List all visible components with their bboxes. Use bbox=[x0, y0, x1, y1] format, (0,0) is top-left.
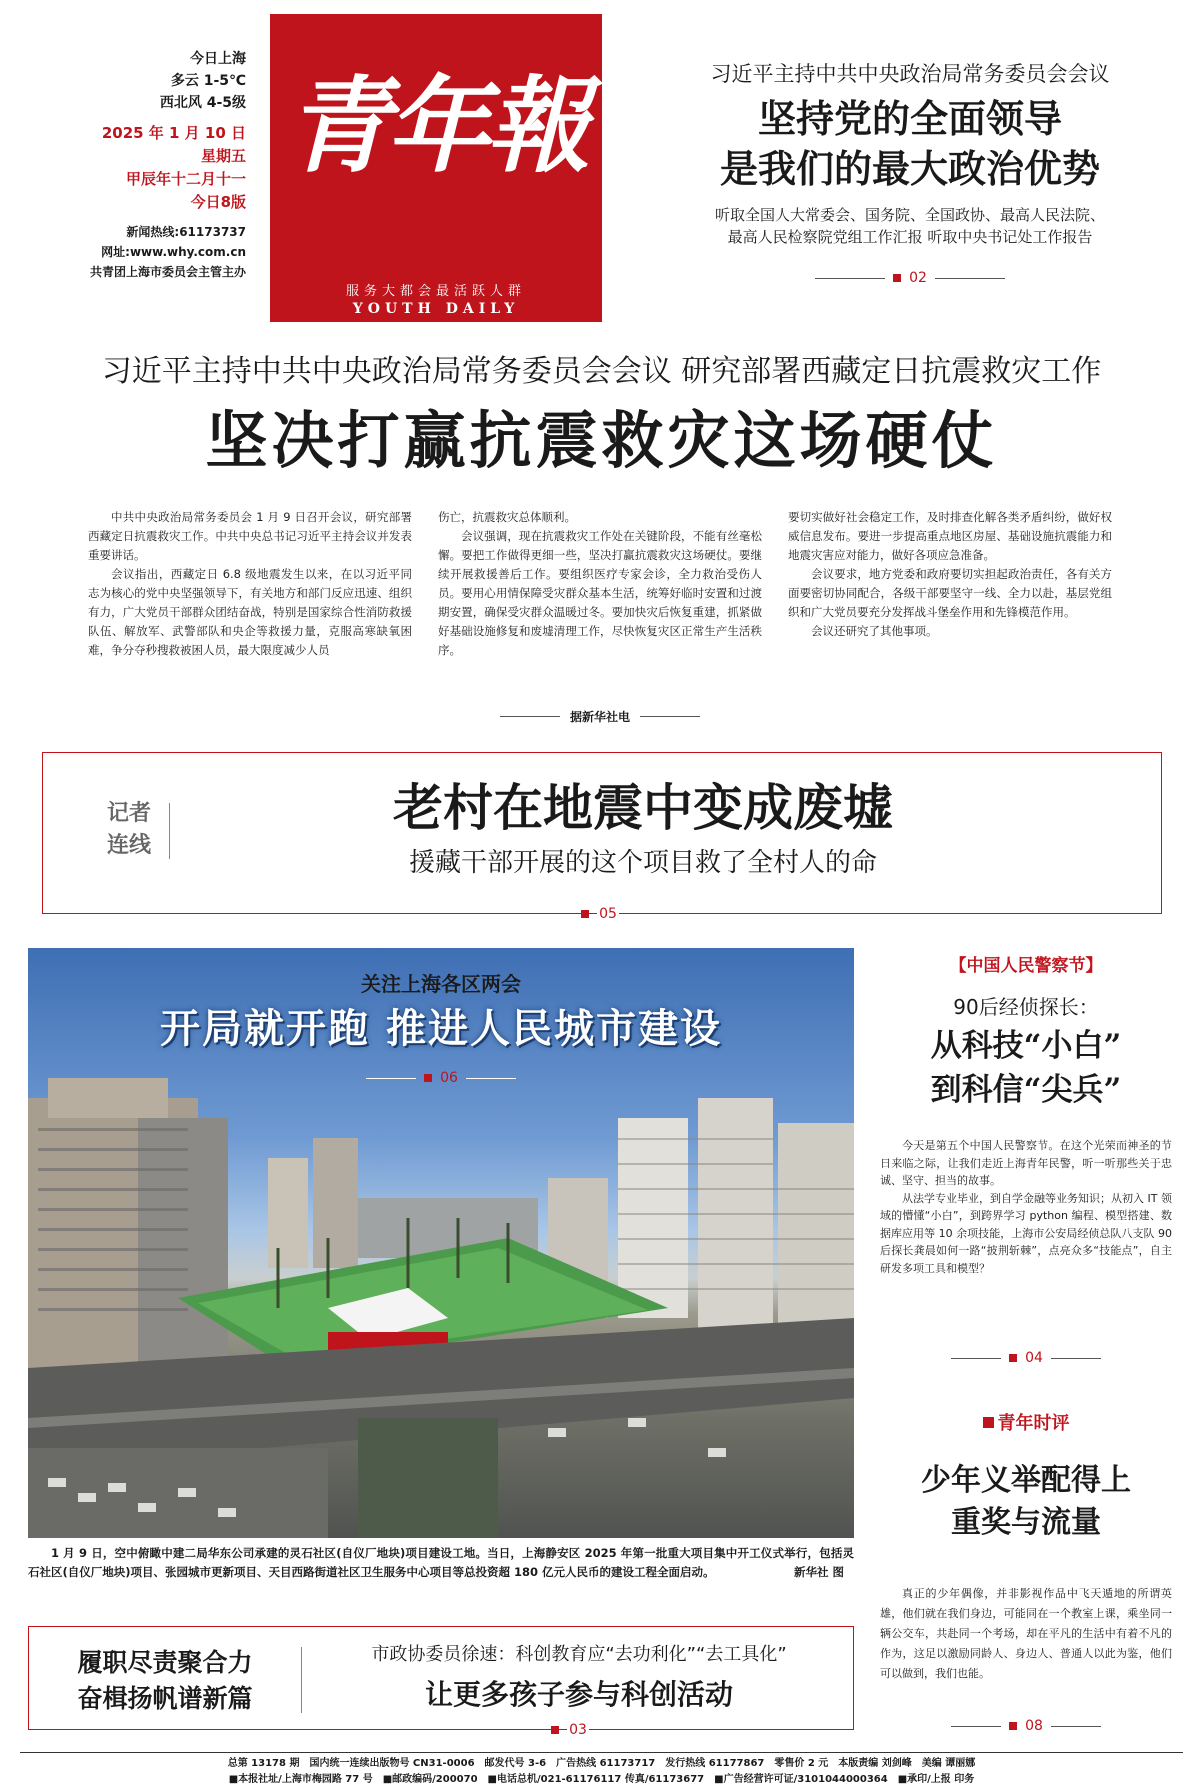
date-block bbox=[40, 122, 246, 214]
logo-slogan: 服务大都会最活跃人群 bbox=[345, 284, 526, 299]
page-marker-icon bbox=[424, 1074, 432, 1082]
issue-weekday: 星期五 bbox=[200, 147, 246, 165]
issue-lunar-date: 甲辰年十二月十一 bbox=[125, 170, 246, 188]
police-body bbox=[880, 1137, 1172, 1277]
reporter-box[interactable] bbox=[42, 752, 1162, 914]
footer-line-1: 总第 13178 期 国内统一连续出版物号 CN31-0006 邮发代号 3-6 广告热线 61173717 发行热线 61177867 零售价 2 元 本版责编 刘剑峰 美编 谭丽娜 bbox=[227, 1758, 976, 1769]
page-marker-icon bbox=[1009, 1722, 1017, 1730]
photo-caption: 1 月 9 日，空中俯瞰中建二局华东公司承建的灵石社区(自仪厂地块)项目建设工地。当日，上海静安区 2025 年第一批重大项目集中开工仪式举行，包括灵石社区(自仪厂地块)项目、张园城市更新项目、天目西路街道社区卫生服务中心项目等总投资超 180 亿元人民币的建设工程全面启动。 新华社 图 bbox=[28, 1544, 854, 1582]
commentary[interactable] bbox=[876, 1410, 1176, 1544]
police-paragraph: 今天是第五个中国人民警察节。在这个光荣而神圣的节日来临之际，让我们走近上海青年民警，听一听那些关于忠诚、坚守、担当的故事。 bbox=[880, 1139, 1172, 1187]
cppcc-divider bbox=[301, 1647, 302, 1713]
police-title-line1: 从科技“小白” bbox=[930, 1028, 1122, 1064]
top-story-page-ref[interactable]: 02 bbox=[800, 270, 1020, 286]
photo-page-ref[interactable]: 06 bbox=[338, 1070, 544, 1086]
police-kicker: 90后经侦探长： bbox=[953, 995, 1099, 1019]
lead-paragraph: 会议还研究了其他事项。 bbox=[811, 624, 938, 638]
contact-block bbox=[40, 222, 246, 282]
logo-text: 青年報 bbox=[285, 64, 586, 187]
lead-paragraph: 要切实做好社会稳定工作，及时排查化解各类矛盾纠纷，做好权威信息发布。要进一步提高重点地区房屋、基础设施抗震能力和地震灾害应对能力，做好各项应急准备。 bbox=[788, 510, 1112, 562]
lead-paragraph: 会议要求，地方党委和政府要切实担起政治责任，各有关方面要密切协同配合，各级干部要坚守一线、全力以赴，基层党组织和广大党员要充分发挥战斗堡垒作用和先锋模范作用。 bbox=[788, 567, 1112, 619]
reporter-page-ref[interactable]: 05 bbox=[490, 906, 710, 922]
lead-column-2 bbox=[438, 508, 762, 660]
weather-block bbox=[40, 48, 246, 114]
lead-headline[interactable]: 坚决打赢抗震救灾这场硬仗 bbox=[205, 404, 998, 477]
top-story-subtitle-line2: 最高人民检察院党组工作汇报 听取中央书记处工作报告 bbox=[727, 228, 1093, 246]
cppcc-box[interactable] bbox=[28, 1626, 854, 1730]
weather-condition: 多云 1-5℃ bbox=[170, 73, 246, 89]
top-story-kicker: 习近平主持中共中央政治局常务委员会会议 bbox=[710, 62, 1110, 86]
page-marker-icon bbox=[551, 1726, 559, 1734]
cppcc-kicker: 市政协委员徐速：科创教育应“去功利化”“去工具化” bbox=[371, 1644, 787, 1665]
cppcc-title: 让更多孩子参与科创活动 bbox=[424, 1678, 733, 1711]
newspaper-logo bbox=[270, 14, 602, 322]
top-story[interactable] bbox=[640, 60, 1180, 248]
commentary-title-line1: 少年义举配得上 bbox=[921, 1463, 1131, 1498]
commentary-page-ref[interactable]: 08 bbox=[926, 1718, 1126, 1734]
news-photo bbox=[28, 948, 854, 1538]
top-story-title-line1: 坚持党的全面领导 bbox=[757, 97, 1062, 141]
square-bullet-icon bbox=[983, 1417, 994, 1428]
lead-column-1 bbox=[88, 508, 412, 660]
issue-page-count: 今日8版 bbox=[190, 193, 246, 211]
lead-paragraph: 会议指出，西藏定日 6.8 级地震发生以来，在以习近平同志为核心的党中央坚强领导下，有关地方和部门反应迅速、组织有力，广大党员干部群众团结奋战，特别是国家综合性消防救援队伍、解放军、武警部队和央企等救援力量，克服高寒缺氧困难，争分夺秒搜救被困人员，最大限度减少人员 bbox=[88, 567, 412, 657]
lead-kicker: 习近平主持中共中央政治局常务委员会会议 研究部署西藏定日抗震救灾工作 bbox=[101, 354, 1102, 389]
weather-city: 今日上海 bbox=[190, 51, 246, 67]
lead-paragraph: 中共中央政治局常务委员会 1 月 9 日召开会议，研究部署西藏定日抗震救灾工作。中共中央总书记习近平主持会议并发表重要讲话。 bbox=[88, 510, 412, 562]
cppcc-page-ref[interactable]: 03 bbox=[500, 1722, 640, 1738]
reporter-tag: 记者 连线 bbox=[106, 800, 151, 858]
website: 网址:www.why.com.cn bbox=[101, 245, 246, 259]
reporter-tag-divider bbox=[169, 803, 170, 859]
police-story[interactable] bbox=[876, 952, 1176, 1112]
police-paragraph: 从法学专业毕业，到自学金融等业务知识；从初入 IT 领域的懵懂“小白”，到跨界学习 python 编程、模型搭建、数据库应用等 10 余项技能，上海市公安局经侦总队八支队 90 后探长龚晨如何一路“披荆斩棘”，点亮众多“技能点”，自主研发多项工具和模型？ bbox=[880, 1191, 1172, 1275]
photo-overlay-title: 开局就开跑 推进人民城市建设 bbox=[160, 1006, 722, 1052]
reporter-title: 老村在地震中变成废墟 bbox=[393, 778, 893, 837]
top-story-subtitle-line1: 听取全国人大常委会、国务院、全国政协、最高人民法院、 bbox=[714, 206, 1105, 224]
police-column-tag: 【中国人民警察节】 bbox=[949, 956, 1103, 976]
lead-source: 据新华社电 bbox=[480, 708, 720, 725]
commentary-title-line2: 重奖与流量 bbox=[951, 1505, 1101, 1540]
commentary-column-tag: 青年时评 bbox=[876, 1410, 1176, 1438]
issue-date: 2025 年 1 月 10 日 bbox=[101, 124, 246, 142]
lead-paragraph: 伤亡，抗震救灾总体顺利。 bbox=[438, 510, 576, 524]
photo-overlay-kicker: 关注上海各区两会 bbox=[361, 972, 521, 996]
news-hotline: 新闻热线:61173737 bbox=[126, 225, 246, 239]
photo-credit: 新华社 图 bbox=[793, 1565, 844, 1579]
top-story-title-line2: 是我们的最大政治优势 bbox=[719, 147, 1100, 191]
page-marker-icon bbox=[1009, 1354, 1017, 1362]
weather-wind: 西北风 4-5级 bbox=[159, 95, 246, 111]
commentary-body: 真正的少年偶像，并非影视作品中飞天遁地的所谓英雄，他们就在我们身边，可能同在一个教室上课，乘坐同一辆公交车，共赴同一个考场，却在平凡的生活中有着不凡的作为，这足以激励同龄人、身边人、普通人以此为鉴，他们可以做到，我们也能。 bbox=[880, 1587, 1172, 1680]
footer-line-2: ■本报社址/上海市梅园路 77 号 ■邮政编码/200070 ■电话总机/021-61176117 传真/61173677 ■广告经营许可证/3101044000364 ■承印/上报 印务 bbox=[228, 1774, 975, 1785]
lead-paragraph: 会议强调，现在抗震救灾工作处在关键阶段，不能有丝毫松懈。要把工作做得更细一些，坚决打赢抗震救灾这场硬仗。要继续开展救援善后工作。要组织医疗专家会诊，全力救治受伤人员。要用心用情保障受灾群众基本生活，统筹好临时安置和过渡期安置，确保受灾群众温暖过冬。要加快灾后恢复重建，抓紧做好基础设施修复和废墟清理工作，尽快恢复灾区正常生产生活秩序。 bbox=[438, 529, 762, 657]
police-title-line2: 到科信“尖兵” bbox=[930, 1072, 1122, 1108]
page-marker-icon bbox=[581, 910, 589, 918]
lead-column-3 bbox=[788, 508, 1112, 641]
logo-english: YOUTH DAILY bbox=[352, 301, 520, 317]
police-page-ref[interactable]: 04 bbox=[926, 1350, 1126, 1366]
sponsor: 共青团上海市委员会主管主办 bbox=[89, 265, 246, 279]
reporter-subtitle: 援藏干部开展的这个项目救了全村人的命 bbox=[408, 848, 877, 878]
footer-rule bbox=[20, 1752, 1183, 1753]
cppcc-left-slogan: 履职尽责聚合力 奋楫扬帆谱新篇 bbox=[77, 1648, 253, 1713]
page-marker-icon bbox=[893, 274, 901, 282]
